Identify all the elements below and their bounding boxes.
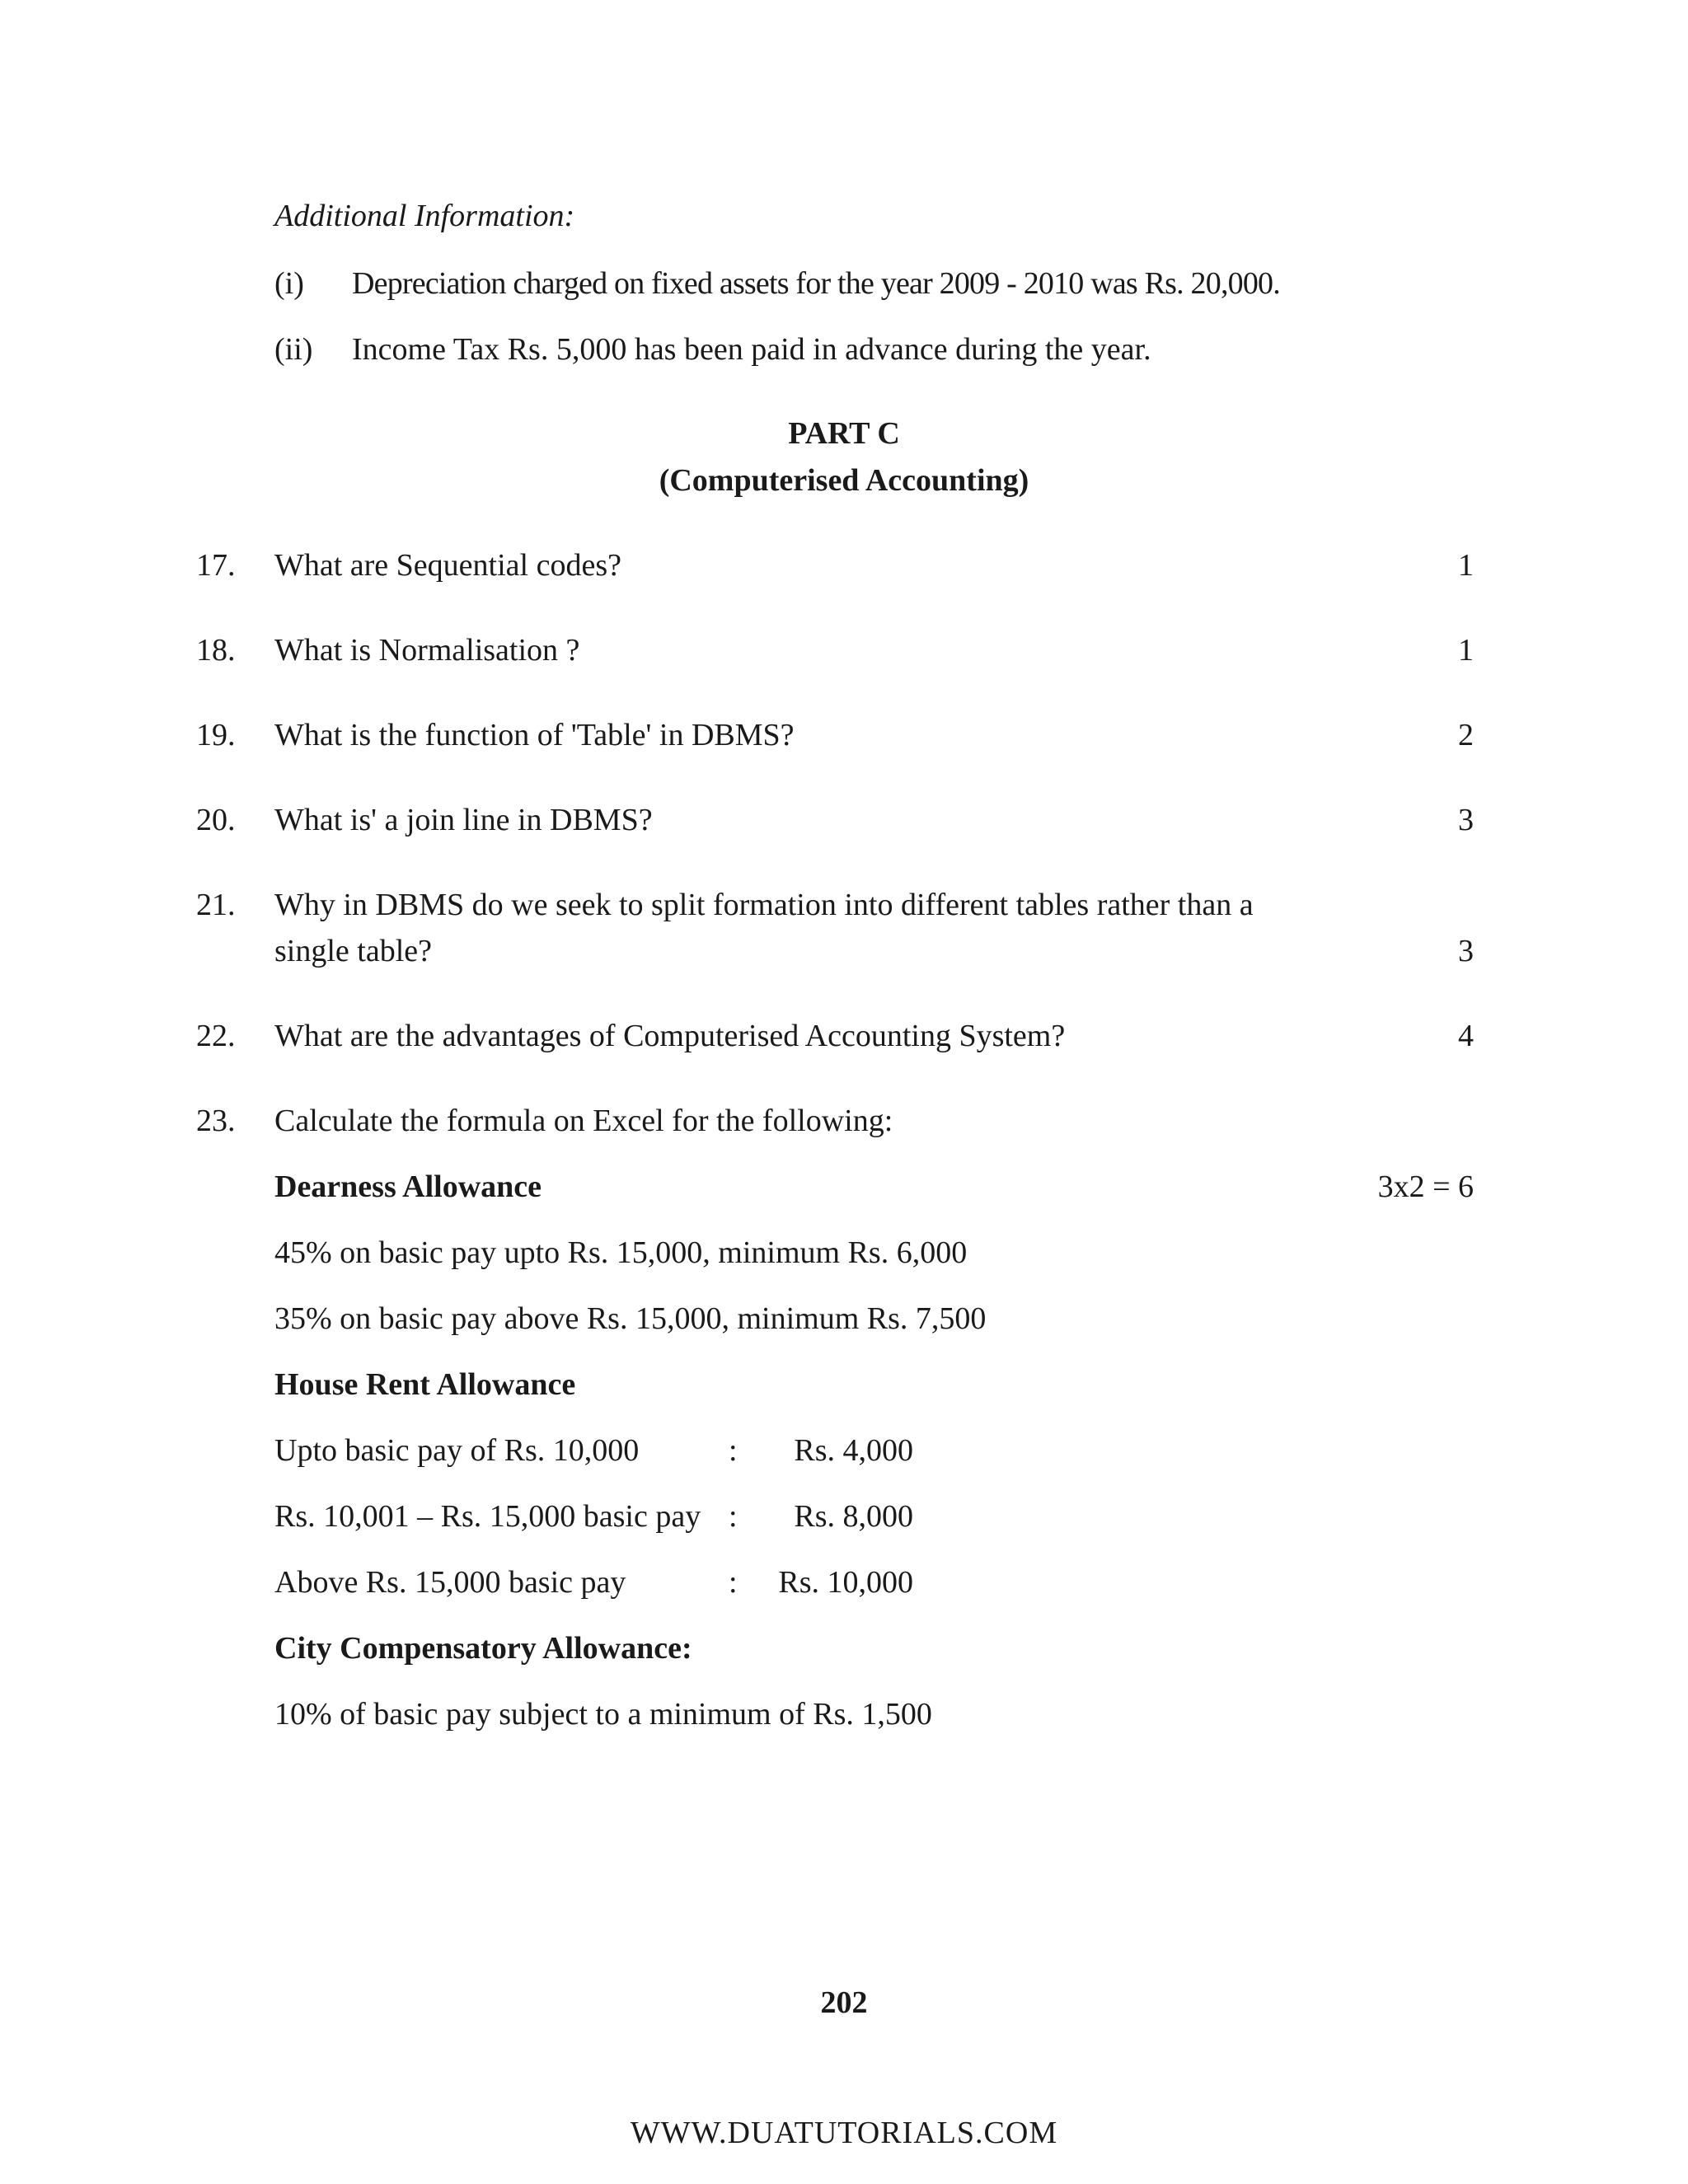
hra-row-separator: : [729, 1499, 738, 1534]
question-text: What is the function of 'Table' in DBMS? [274, 718, 795, 752]
cca-heading: City Compensatory Allowance: [274, 1631, 692, 1666]
question-text: Why in DBMS do we seek to split formation into different tables rather than a [274, 888, 1254, 922]
question-marks: 2 [1458, 718, 1474, 752]
hra-row-label: Rs. 10,001 – Rs. 15,000 basic pay [274, 1499, 701, 1534]
question-number: 17. [196, 548, 236, 583]
question-number: 19. [196, 718, 236, 752]
question-text: What are the advantages of Computerised Accounting System? [274, 1019, 1066, 1053]
question-text: What is Normalisation ? [274, 633, 580, 668]
question-number: 21. [196, 888, 236, 922]
hra-row-separator: : [729, 1433, 738, 1468]
da-line: 35% on basic pay above Rs. 15,000, minimum Rs. 7,500 [274, 1301, 987, 1336]
hra-heading: House Rent Allowance [274, 1367, 576, 1402]
info-item-text: Depreciation charged on fixed assets for the year 2009 - 2010 was Rs. 20,000. [352, 266, 1280, 301]
info-item-number: (ii) [274, 332, 313, 367]
cca-line: 10% of basic pay subject to a minimum of Rs. 1,500 [274, 1697, 932, 1732]
question-marks: 1 [1458, 633, 1474, 668]
question-marks: 3 [1458, 803, 1474, 837]
question-marks: 3 [1458, 934, 1474, 968]
hra-row-value: Rs. 4,000 [794, 1433, 913, 1468]
question-text-continued: single table? [274, 934, 432, 968]
question-marks: 4 [1458, 1019, 1474, 1053]
question-number: 22. [196, 1019, 236, 1053]
info-item-text: Income Tax Rs. 5,000 has been paid in advance during the year. [352, 332, 1151, 367]
question-text: What are Sequential codes? [274, 548, 621, 583]
question-number: 18. [196, 633, 236, 668]
question-text: Calculate the formula on Excel for the following: [274, 1104, 893, 1138]
question-number: 20. [196, 803, 236, 837]
info-item-number: (i) [274, 266, 304, 301]
hra-row-label: Above Rs. 15,000 basic pay [274, 1565, 626, 1600]
question-marks: 3x2 = 6 [1377, 1169, 1474, 1204]
question-text: What is' a join line in DBMS? [274, 803, 653, 837]
hra-row-value: Rs. 10,000 [778, 1565, 913, 1600]
question-marks: 1 [1458, 548, 1474, 583]
page-number: 202 [820, 1985, 868, 2020]
website-footer: WWW.DUATUTORIALS.COM [630, 2116, 1058, 2150]
da-line: 45% on basic pay upto Rs. 15,000, minimum Rs. 6,000 [274, 1235, 968, 1270]
hra-row-separator: : [729, 1565, 738, 1600]
additional-info-heading: Additional Information: [274, 199, 575, 233]
part-subtitle: (Computerised Accounting) [659, 463, 1029, 498]
question-number: 23. [196, 1104, 236, 1138]
hra-row-value: Rs. 8,000 [794, 1499, 913, 1534]
da-heading: Dearness Allowance [274, 1169, 542, 1204]
part-title: PART C [788, 416, 900, 451]
hra-row-label: Upto basic pay of Rs. 10,000 [274, 1433, 640, 1468]
